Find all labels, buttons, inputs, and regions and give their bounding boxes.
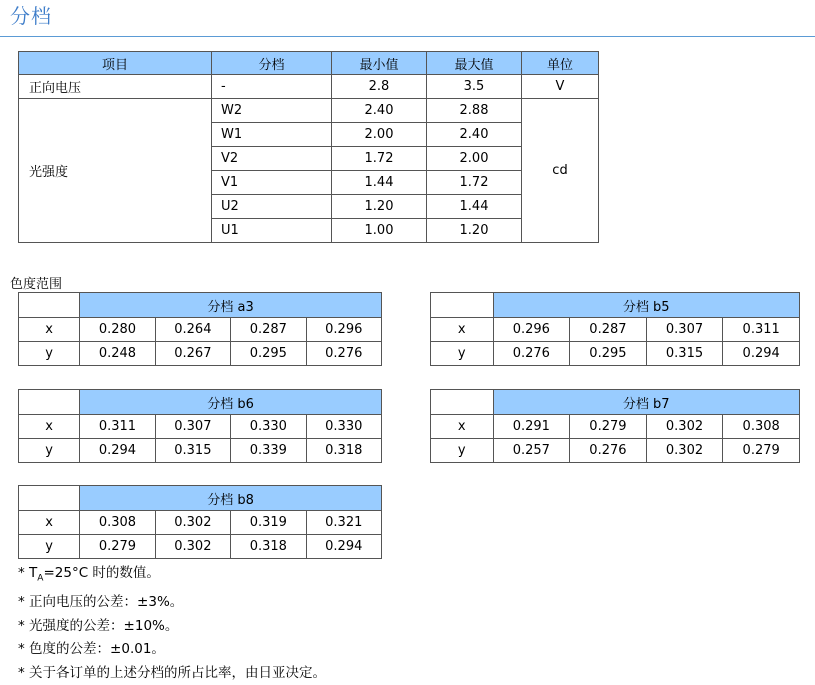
row-max: 1.20	[427, 219, 522, 243]
x-value: 0.319	[231, 511, 306, 535]
chroma-title: 分档 b7	[493, 390, 800, 415]
header-item: 项目	[19, 52, 212, 75]
axis-x-label: x	[19, 318, 80, 342]
x-value: 0.287	[231, 318, 306, 342]
y-value: 0.276	[493, 342, 570, 366]
y-value: 0.294	[306, 535, 381, 559]
y-value: 0.318	[306, 439, 381, 463]
chroma-table-b5	[430, 292, 800, 366]
x-value: 0.308	[723, 415, 800, 439]
row-bin: -	[212, 75, 332, 99]
y-value: 0.276	[306, 342, 381, 366]
axis-x-label: x	[19, 415, 80, 439]
header-unit: 单位	[522, 52, 599, 75]
y-value: 0.339	[231, 439, 306, 463]
axis-y-label: y	[431, 342, 494, 366]
axis-y-label: y	[19, 439, 80, 463]
footnote-suffix: =25°C 时的数值。	[43, 565, 160, 581]
footnote-voltage-tolerance: * 正向电压的公差：±3%。	[18, 594, 184, 611]
row-name: 光强度	[19, 99, 212, 243]
x-value: 0.308	[80, 511, 155, 535]
table-row	[19, 318, 382, 342]
x-value: 0.302	[155, 511, 230, 535]
row-unit: cd	[522, 99, 599, 243]
row-min: 1.72	[332, 147, 427, 171]
row-bin: W1	[212, 123, 332, 147]
chromaticity-label: 色度范围	[10, 277, 63, 292]
row-max: 2.88	[427, 99, 522, 123]
footnote-temperature	[18, 562, 326, 591]
row-bin: V2	[212, 147, 332, 171]
y-value: 0.267	[155, 342, 230, 366]
x-value: 0.280	[80, 318, 155, 342]
row-min: 1.20	[332, 195, 427, 219]
y-value: 0.257	[493, 439, 570, 463]
y-value: 0.302	[155, 535, 230, 559]
y-value: 0.276	[570, 439, 647, 463]
x-value: 0.307	[646, 318, 723, 342]
y-value: 0.318	[231, 535, 306, 559]
x-value: 0.307	[155, 415, 230, 439]
x-value: 0.311	[80, 415, 155, 439]
x-value: 0.311	[723, 318, 800, 342]
table-header-row	[19, 390, 382, 415]
chroma-table-b7	[430, 389, 800, 463]
axis-y-label: y	[19, 535, 80, 559]
row-bin: V1	[212, 171, 332, 195]
footnote-subscript: A	[37, 573, 44, 584]
footnote-luminous-tolerance: * 光强度的公差：±10%。	[18, 617, 179, 634]
header-blank	[19, 390, 80, 415]
x-value: 0.321	[306, 511, 381, 535]
x-value: 0.279	[570, 415, 647, 439]
row-min: 1.44	[332, 171, 427, 195]
axis-x-label: x	[431, 318, 494, 342]
axis-x-label: x	[19, 511, 80, 535]
row-max: 2.40	[427, 123, 522, 147]
row-max: 1.44	[427, 195, 522, 219]
row-max: 1.72	[427, 171, 522, 195]
table-row	[431, 415, 800, 439]
row-bin: W2	[212, 99, 332, 123]
header-max: 最大值	[427, 52, 522, 75]
x-value: 0.330	[231, 415, 306, 439]
table-header-row	[19, 293, 382, 318]
table-row	[19, 439, 382, 463]
table-row	[431, 318, 800, 342]
y-value: 0.295	[570, 342, 647, 366]
footnote-chroma-tolerance: * 色度的公差：±0.01。	[18, 641, 165, 658]
header-blank	[19, 293, 80, 318]
chroma-title: 分档 b8	[80, 486, 382, 511]
footnotes	[18, 562, 326, 685]
y-value: 0.294	[80, 439, 155, 463]
y-value: 0.294	[723, 342, 800, 366]
x-value: 0.302	[646, 415, 723, 439]
y-value: 0.315	[155, 439, 230, 463]
row-unit: V	[522, 75, 599, 99]
footnote-ratio: * 关于各订单的上述分档的所占比率，由日亚决定。	[18, 664, 327, 681]
row-min: 2.40	[332, 99, 427, 123]
axis-x-label: x	[431, 415, 494, 439]
chroma-table-a3	[18, 292, 382, 366]
x-value: 0.296	[306, 318, 381, 342]
x-value: 0.330	[306, 415, 381, 439]
row-bin: U1	[212, 219, 332, 243]
header-blank	[431, 390, 494, 415]
table-row	[19, 75, 599, 99]
header-bin: 分档	[212, 52, 332, 75]
header-blank	[19, 486, 80, 511]
table-row	[19, 511, 382, 535]
header-blank	[431, 293, 494, 318]
chroma-table-b6	[18, 389, 382, 463]
axis-y-label: y	[431, 439, 494, 463]
x-value: 0.296	[493, 318, 570, 342]
table-row	[19, 342, 382, 366]
table-row	[431, 439, 800, 463]
chroma-title: 分档 b5	[493, 293, 800, 318]
title-divider	[0, 36, 815, 37]
table-header-row	[431, 390, 800, 415]
row-min: 1.00	[332, 219, 427, 243]
chroma-table-b8	[18, 485, 382, 559]
row-min: 2.8	[332, 75, 427, 99]
y-value: 0.279	[723, 439, 800, 463]
table-row	[19, 415, 382, 439]
table-header-row	[19, 486, 382, 511]
y-value: 0.248	[80, 342, 155, 366]
y-value: 0.279	[80, 535, 155, 559]
footnote-prefix: * T	[18, 565, 38, 581]
row-name: 正向电压	[19, 75, 212, 99]
table-header-row	[431, 293, 800, 318]
row-min: 2.00	[332, 123, 427, 147]
chroma-title: 分档 a3	[80, 293, 382, 318]
x-value: 0.264	[155, 318, 230, 342]
binning-table	[18, 51, 599, 243]
y-value: 0.315	[646, 342, 723, 366]
table-header-row	[19, 52, 599, 75]
table-row	[431, 342, 800, 366]
x-value: 0.291	[493, 415, 570, 439]
row-max: 2.00	[427, 147, 522, 171]
axis-y-label: y	[19, 342, 80, 366]
row-max: 3.5	[427, 75, 522, 99]
y-value: 0.295	[231, 342, 306, 366]
table-row	[19, 535, 382, 559]
y-value: 0.302	[646, 439, 723, 463]
table-row	[19, 99, 599, 123]
x-value: 0.287	[570, 318, 647, 342]
chroma-title: 分档 b6	[80, 390, 382, 415]
page-title: 分档	[10, 4, 52, 28]
header-min: 最小值	[332, 52, 427, 75]
row-bin: U2	[212, 195, 332, 219]
